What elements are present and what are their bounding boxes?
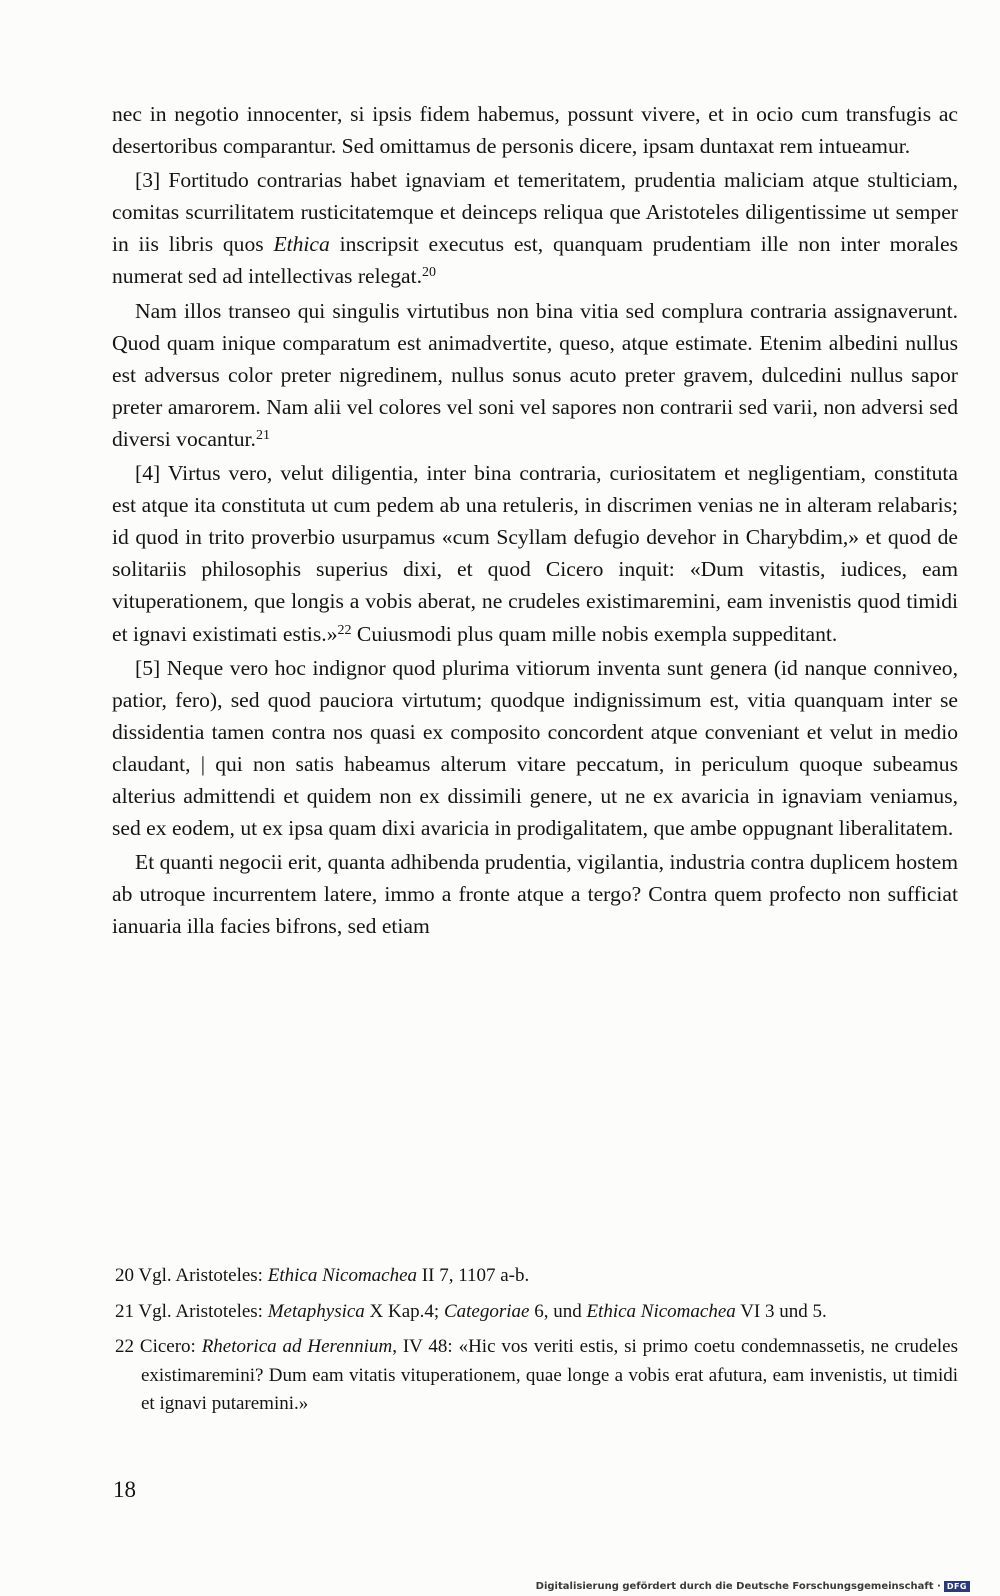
- footnote-21-title-2: Categoriae: [443, 1300, 530, 1322]
- paragraph-4-text-end: Cuiusmodi plus quam mille nobis exempla suppeditant.: [351, 621, 838, 646]
- footnote-21-title-3: Ethica Nicomachea: [586, 1300, 736, 1322]
- paragraph-2-text-end: inscripsit executus est, quanquam prudentiam ille non inter morales numerat sed ad intellectivas relegat.: [112, 232, 958, 289]
- paragraph-6: [112, 846, 958, 942]
- footnote-22: [115, 1333, 958, 1419]
- dfg-logo-icon: DFG: [944, 1581, 970, 1592]
- footnote-21-text: 21 Vgl. Aristoteles:: [115, 1300, 268, 1322]
- paragraph-3-text: Nam illos transeo qui singulis virtutibus non bina vitia sed complura contraria assignaverunt. Quod quam inique comparatum est animadvertite, queso, atque estimate. Etenim albedini nullus est adversus color preter nigredinem, nullus sonus acuto preter gravem, dulcedini nullus sapor preter amarorem. Nam alii vel colores vel soni vel sapores non contrarii sed varii, non adversi sed diversi vocantur.: [112, 298, 958, 451]
- paragraph-2: [112, 164, 958, 292]
- footnote-21-text-mid-1: X Kap.4;: [364, 1300, 444, 1322]
- footnote-21-text-mid-2: 6, und: [529, 1300, 587, 1322]
- paragraph-1: [112, 98, 958, 162]
- paragraph-1-text: nec in negotio innocenter, si ipsis fidem habemus, possunt vivere, et in ocio cum transfugis ac desertoribus comparantur. Sed omittamus de personis dicere, ipsam duntaxat rem intueamur.: [112, 102, 958, 159]
- page-number: 18: [113, 1477, 136, 1502]
- paragraph-5: [112, 652, 958, 845]
- footnote-21: [115, 1298, 958, 1327]
- paragraph-4: [112, 457, 958, 650]
- paragraph-6-text: Et quanti negocii erit, quanta adhibenda prudentia, vigilantia, industria contra duplicem hostem ab utroque incurrentem latere, immo a fronte atque a tergo? Contra quem profecto non sufficiat ianuaria illa facies bifrons, sed etiam: [112, 850, 958, 939]
- footnote-22-text-end: , IV 48: «Hic vos veriti estis, si primo coetu condemnassetis, ne crudeles existimaremini? Dum eam vitatis vituperationem, quae longe a vobis erat afutura, eam invenistis, ut timidi et ignavi putaremini.»: [141, 1336, 958, 1414]
- footnote-20-title: Ethica Nicomachea: [267, 1265, 418, 1286]
- footnote-20-text-end: II 7, 1107 a-b.: [417, 1265, 530, 1286]
- footnote-20-text: 20 Vgl. Aristoteles:: [115, 1265, 268, 1286]
- paragraph-2-text: [3] Fortitudo contrarias habet ignaviam et temeritatem, prudentia maliciam atque stulticiam, comitas scurrilitatem rusticitatemque et deinceps reliqua que Aristoteles diligentissime ut semper in iis libris quos: [112, 168, 958, 257]
- footnote-22-text: 22 Cicero:: [115, 1336, 202, 1357]
- footnote-ref-20[interactable]: 20: [421, 265, 436, 281]
- footnote-20: [115, 1262, 958, 1291]
- footnote-ref-21[interactable]: 21: [255, 427, 270, 443]
- paragraph-5-text: [5] Neque vero hoc indignor quod plurima vitiorum inventa sunt genera (id nanque conniveo, patior, fero), sed quod pauciora virtutum; quodque indignissimum est, vitia quanquam inter se dissidentia tamen contra nos quasi ex composito concordent atque conveniant et velut in medio claudant, | qui non satis habeamus alterum vitare peccatum, in periculum quoque subeamus alterius admittendi et quidem non ex dissimili genere, ut ne ex avaricia in ignaviam veniamus, sed ex eodem, ut ex ipsa quam dixi avaricia in prodigalitatem, que ambe oppugnant liberalitatem.: [112, 655, 958, 841]
- paragraph-4-text: [4] Virtus vero, velut diligentia, inter bina contraria, curiositatem et negligentiam, constituta est atque ita constituta ut cum pedem ab una retuleris, in discrimen venias ne in alteram relabaris; id quod in trito proverbio usurpamus «cum Scyllam defugio devehor in Charybdim,» et quod de solitariis philosophis superius dixi, et quod Cicero inquit: «Dum vitastis, iudices, eam vituperationem, que longis a vobis aberat, ne crudeles existimaremini, eam invenistis quod timidi et ignavi existimati estis.»: [112, 461, 958, 646]
- main-text: [112, 98, 958, 942]
- footnotes: [115, 1262, 958, 1426]
- footnote-ref-22[interactable]: 22: [337, 622, 352, 638]
- paragraph-3: [112, 295, 958, 455]
- footnote-21-text-end: VI 3 und 5.: [735, 1300, 827, 1322]
- credit-text: Digitalisierung gefördert durch die Deutsche Forschungsgemeinschaft ·: [535, 1581, 941, 1592]
- ethica-title: Ethica: [273, 232, 330, 257]
- footnote-22-title: Rhetorica ad Herennium: [201, 1336, 393, 1357]
- footnote-21-title-1: Metaphysica: [267, 1300, 365, 1322]
- digitization-credit: [536, 1581, 970, 1592]
